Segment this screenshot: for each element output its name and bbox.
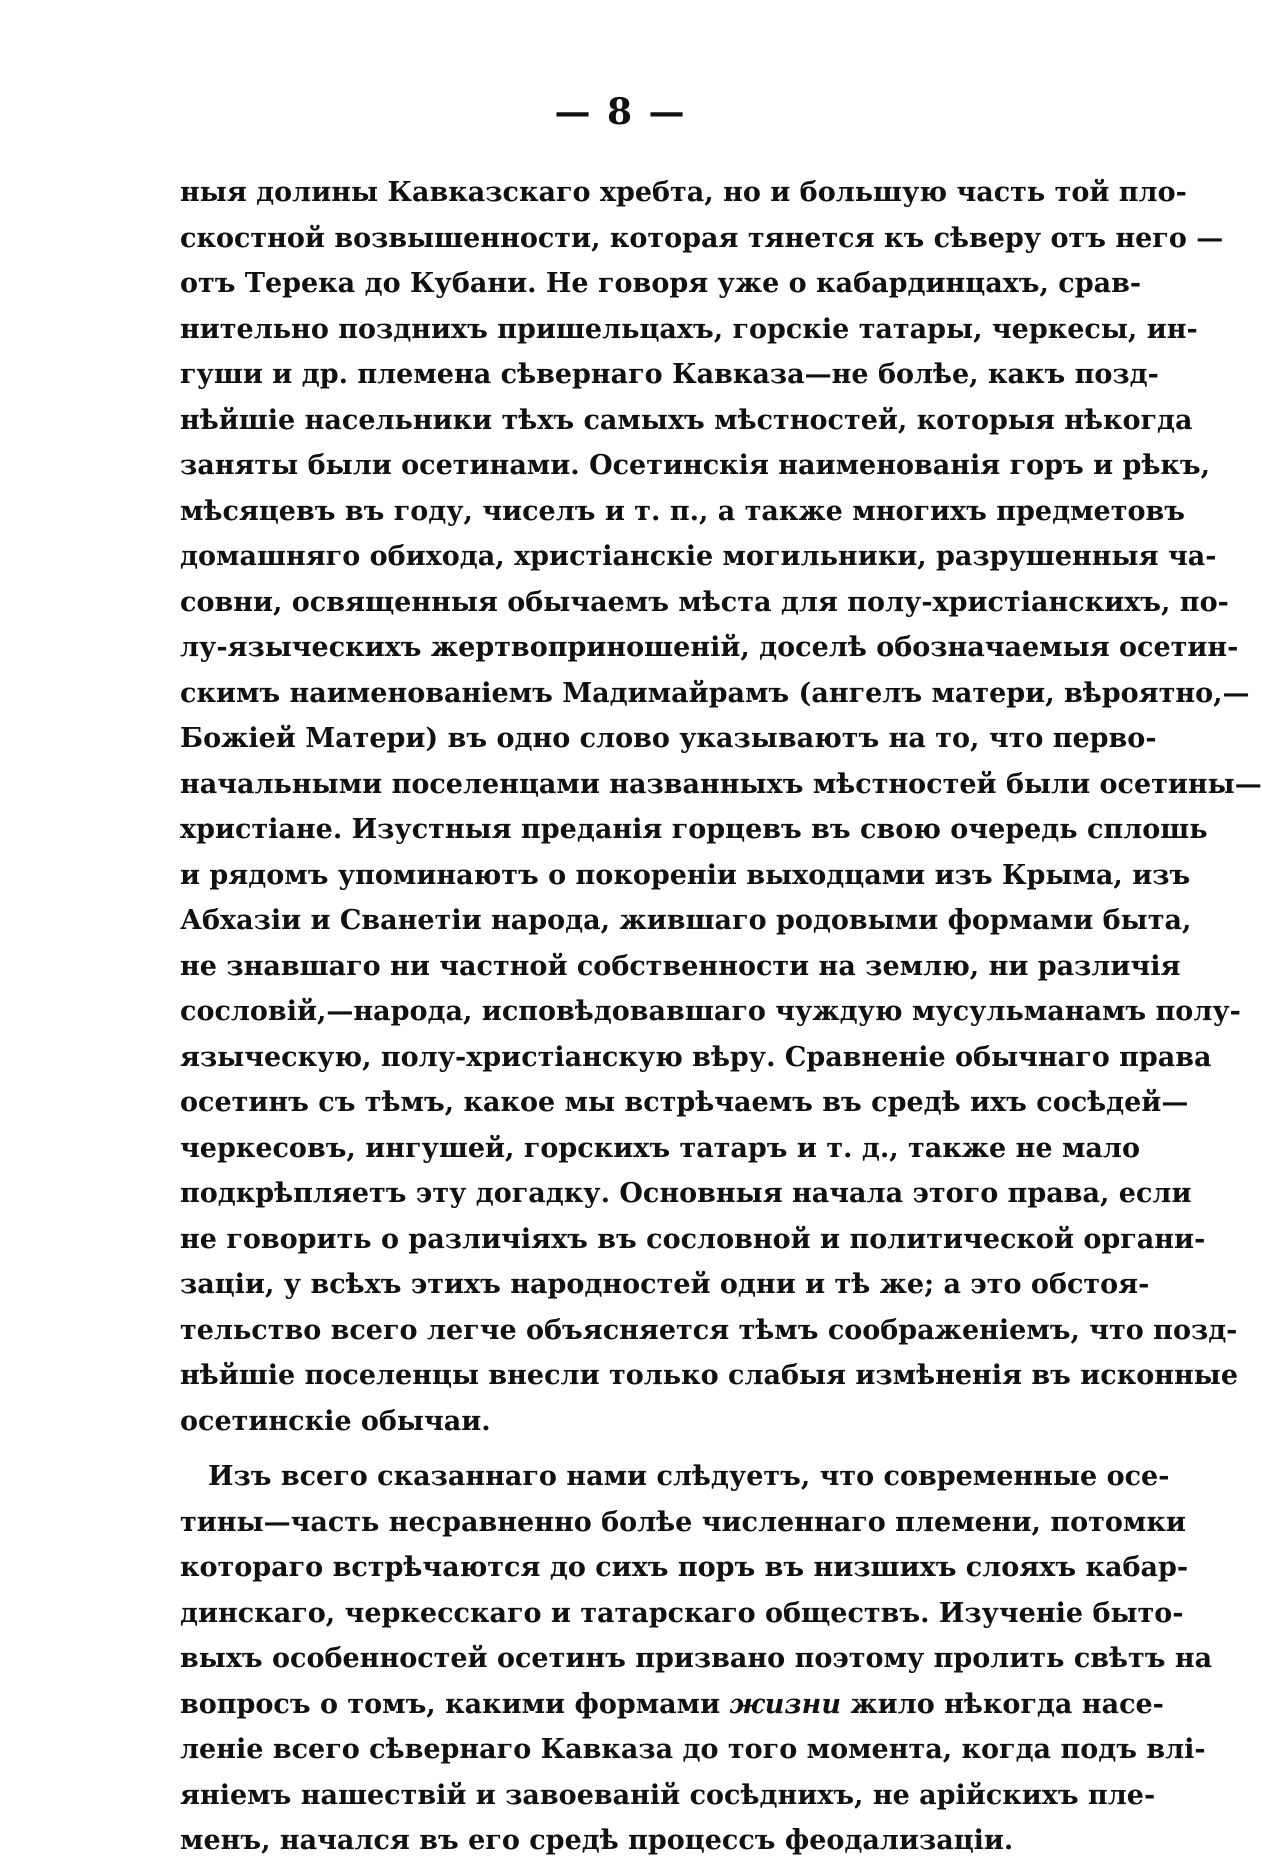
text-line: Изъ всего сказаннаго нами слѣдуетъ, что современные осе- bbox=[208, 1461, 1170, 1492]
text-line: сословій,—народа, исповѣдовавшаго чуждую мусульманамъ полу- bbox=[180, 996, 1241, 1027]
text-line: выхъ особенностей осетинъ призвано поэтому пролить свѣтъ на bbox=[180, 1643, 1213, 1674]
page-number: — 8 — bbox=[554, 91, 687, 133]
text-line: домашняго обихода, христіанскіе могильники, разрушенныя ча- bbox=[180, 541, 1217, 572]
text-fragment: жило нѣкогда насе- bbox=[840, 1688, 1164, 1720]
text-line: гуши и др. племена сѣвернаго Кавказа—не болѣе, какъ позд- bbox=[180, 359, 1159, 390]
text-line: скостной возвышенности, которая тянется къ сѣверу отъ него — bbox=[180, 222, 1224, 254]
text-line: языческую, полу-христіанскую вѣру. Сравненіе обычнаго права bbox=[180, 1041, 1212, 1073]
text-line: нительно позднихъ пришельцахъ, горскіе татары, черкесы, ин- bbox=[180, 313, 1198, 345]
text-line: нѣйшіе поселенцы внесли только слабыя измѣненія въ исконные bbox=[180, 1360, 1239, 1391]
text-line: тельство всего легче объясняется тѣмъ соображеніемъ, что позд- bbox=[180, 1314, 1238, 1346]
text-line: динскаго, черкесскаго и татарскаго обществъ. Изученіе быто- bbox=[180, 1597, 1184, 1629]
text-line: отъ Терека до Кубани. Не говоря уже о кабардинцахъ, срав- bbox=[180, 268, 1142, 299]
text-line: котораго встрѣчаются до сихъ поръ въ низшихъ слояхъ кабар- bbox=[180, 1552, 1189, 1583]
text-line: начальными поселенцами названныхъ мѣстностей были осетины— bbox=[180, 768, 1262, 800]
text-line: не знавшаго ни частной собственности на землю, ни различія bbox=[180, 950, 1181, 982]
text-line: не говорить о различіяхъ въ сословной и политической органи- bbox=[180, 1223, 1206, 1255]
text-line: подкрѣпляетъ эту догадку. Основныя начала этого права, если bbox=[180, 1178, 1192, 1209]
text-line: Божіей Матери) въ одно слово указываютъ на то, что перво- bbox=[180, 723, 1157, 754]
text-line: тины—часть несравненно болѣе численнаго племени, потомки bbox=[180, 1506, 1186, 1538]
text-line: ныя долины Кавказскаго хребта, но и большую часть той пло- bbox=[180, 177, 1187, 208]
text-line: черкесовъ, ингушей, горскихъ татаръ и т. д., также не мало bbox=[180, 1132, 1140, 1164]
text-line: заціи, у всѣхъ этихъ народностей одни и тѣ же; а это обстоя- bbox=[180, 1269, 1150, 1300]
text-line: яніемъ нашествій и завоеваній сосѣднихъ, не арійскихъ пле- bbox=[180, 1779, 1156, 1811]
text-line: лу-языческихъ жертвоприношеній, доселѣ обозначаемыя осетин- bbox=[180, 632, 1239, 663]
text-line: скимъ наименованіемъ Мадимайрамъ (ангелъ матери, вѣроятно,— bbox=[180, 677, 1250, 709]
text-line: леніе всего сѣвернаго Кавказа до того момента, когда подъ влі- bbox=[180, 1734, 1206, 1765]
text-line: Абхазіи и Сванетіи народа, жившаго родовыми формами быта, bbox=[180, 905, 1192, 936]
text-line: заняты были осетинами. Осетинскія наименованія горъ и рѣкъ, bbox=[180, 450, 1211, 481]
text-line: совни, освященныя обычаемъ мѣста для полу-христіанскихъ, по- bbox=[180, 586, 1229, 618]
text-line: нѣйшіе насельники тѣхъ самыхъ мѣстностей, которыя нѣкогда bbox=[180, 404, 1193, 436]
paragraph-gap bbox=[180, 1444, 1062, 1454]
text-line: и рядомъ упоминаютъ о покореніи выходцами изъ Крыма, изъ bbox=[180, 859, 1191, 891]
text-line-with-italic bbox=[180, 1682, 1164, 1728]
text-line: осетинъ съ тѣмъ, какое мы встрѣчаемъ въ средѣ ихъ сосѣдей— bbox=[180, 1087, 1189, 1118]
text-line: менъ, начался въ его средѣ процессъ феодализаціи. bbox=[180, 1825, 1014, 1856]
text-line: осетинскіе обычаи. bbox=[180, 1405, 491, 1437]
text-line: христіане. Изустныя преданія горцевъ въ свою очередь сплошь bbox=[180, 814, 1208, 845]
italic-word: жизни bbox=[729, 1688, 841, 1720]
paragraph-2 bbox=[180, 1454, 1213, 1864]
text-line: мѣсяцевъ въ году, чиселъ и т. п., а также многихъ предметовъ bbox=[180, 495, 1185, 527]
text-fragment: вопросъ о томъ, какими формами bbox=[180, 1688, 730, 1720]
paragraph-1 bbox=[180, 170, 1262, 1444]
body-text bbox=[180, 170, 1262, 1864]
